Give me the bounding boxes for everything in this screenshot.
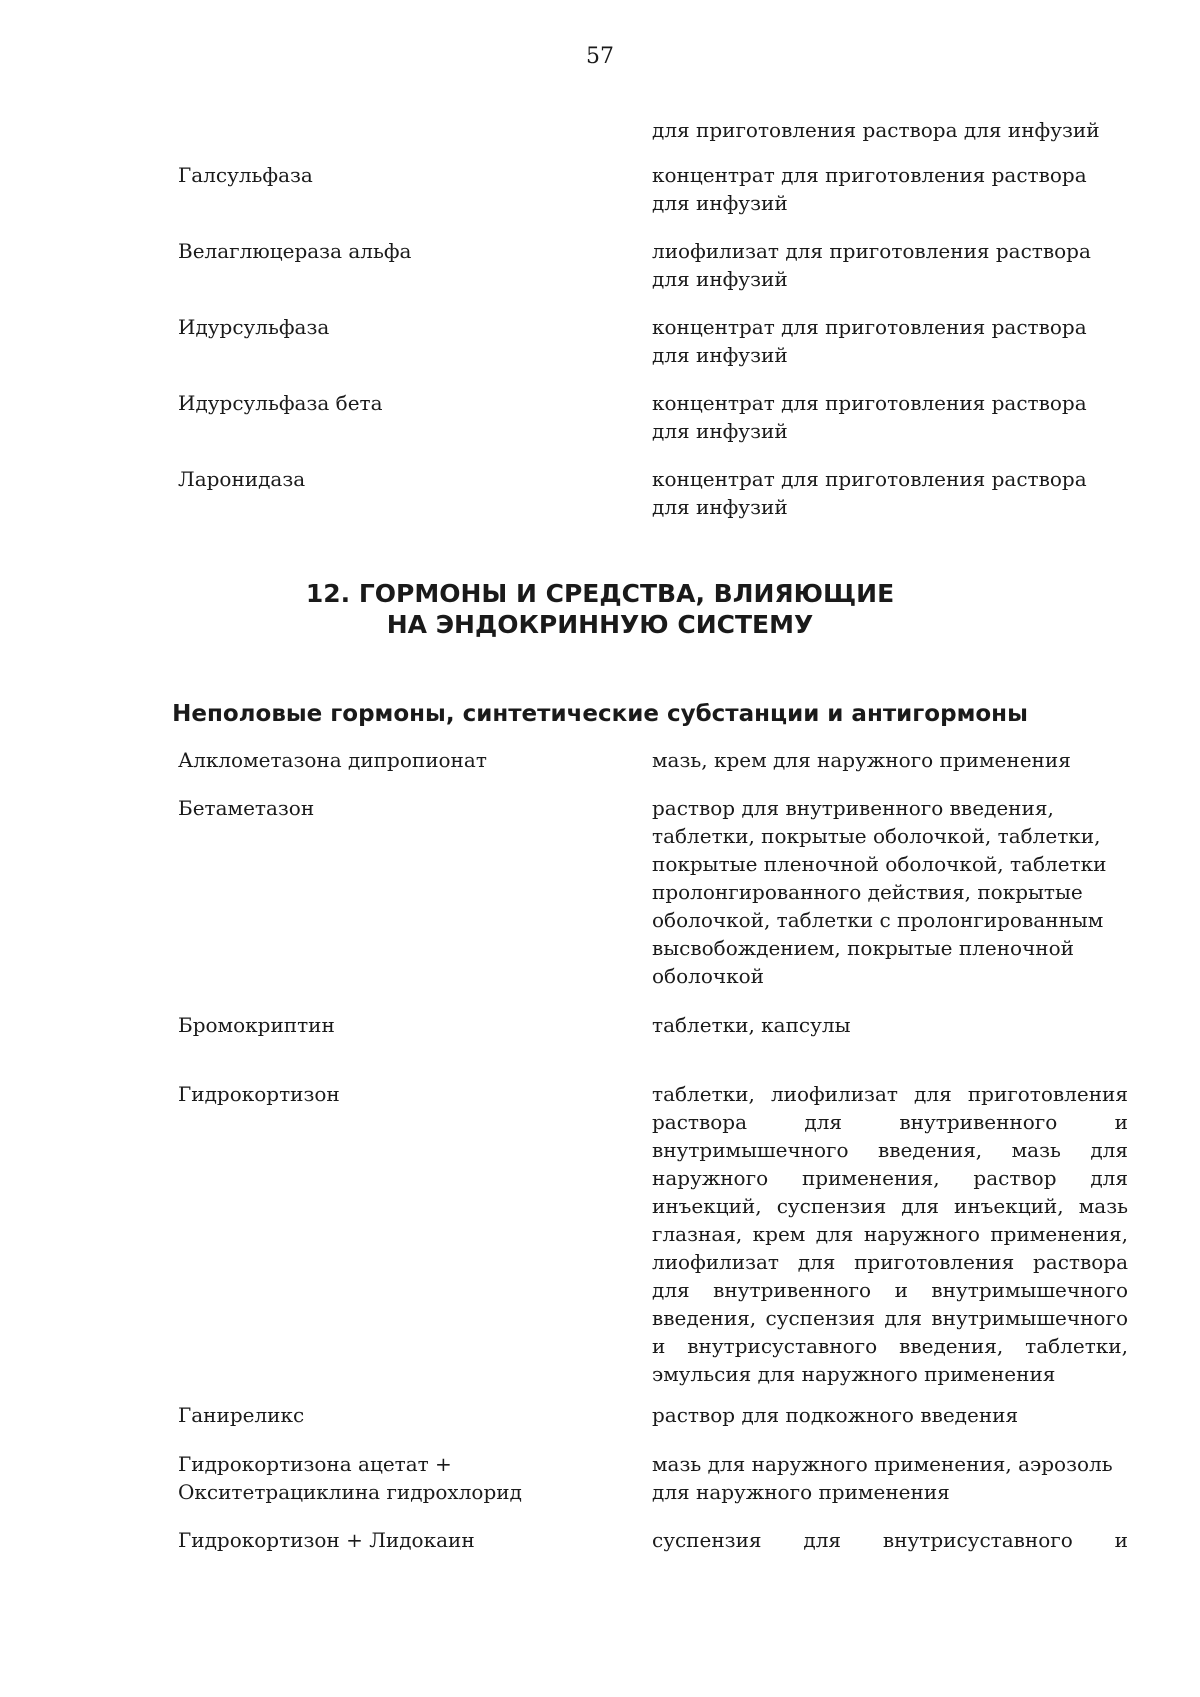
drug-form: раствор для подкожного введения [652, 1403, 1019, 1427]
drug-form: суспензия для внутрисуставного и [652, 1528, 1128, 1552]
drug-name: Идурсульфаза [178, 315, 330, 339]
drug-name: Бромокриптин [178, 1013, 335, 1037]
drug-name: Ларонидаза [178, 467, 306, 491]
drug-name: Гидрокортизона ацетат + Окситетрациклина гидрохлорид [178, 1452, 522, 1504]
drug-form: таблетки, лиофилизат для приготовления раствора для внутривенного и внутримышечного введения, мазь для наружного применения, раствор для инъекций, суспензия для инъекций, мазь глазная, крем для наружного применения, лиофилизат для приготовления раствора для внутривенного и внутримышечного введения, суспензия для внутримышечного и внутрисуставного введения, таблетки, эмульсия для наружного применения [652, 1082, 1128, 1386]
drug-form: концентрат для приготовления раствора для инфузий [652, 391, 1087, 443]
drug-form: мазь для наружного применения, аэрозоль для наружного применения [652, 1452, 1113, 1504]
section-title-line: 12. ГОРМОНЫ И СРЕДСТВА, ВЛИЯЮЩИЕ [305, 579, 895, 608]
drug-name: Бетаметазон [178, 796, 315, 820]
drug-form: раствор для внутривенного введения, таблетки, покрытые оболочкой, таблетки, покрытые пленочной оболочкой, таблетки пролонгированного действия, покрытые оболочкой, таблетки с пролонгированным высвобождением, покрытые пленочной оболочкой [652, 796, 1107, 988]
drug-name: Галсульфаза [178, 163, 313, 187]
drug-name: Ганиреликс [178, 1403, 305, 1427]
drug-name: Гидрокортизон [178, 1082, 340, 1106]
section-title [0, 578, 1200, 640]
drug-name: Алклометазона дипропионат [178, 748, 487, 772]
drug-name: Велаглюцераза альфа [178, 239, 412, 263]
subsection-title: Неполовые гормоны, синтетические субстанции и антигормоны [172, 701, 1028, 727]
drug-form: концентрат для приготовления раствора для инфузий [652, 163, 1087, 215]
drug-form: концентрат для приготовления раствора для инфузий [652, 467, 1087, 519]
drug-form: концентрат для приготовления раствора для инфузий [652, 315, 1087, 367]
page-number: 57 [586, 44, 614, 69]
section-title-line: НА ЭНДОКРИННУЮ СИСТЕМУ [386, 610, 814, 639]
drug-form: лиофилизат для приготовления раствора для инфузий [652, 239, 1091, 291]
drug-name: Гидрокортизон + Лидокаин [178, 1528, 475, 1552]
drug-form: таблетки, капсулы [652, 1013, 851, 1037]
drug-form: для приготовления раствора для инфузий [652, 118, 1100, 142]
drug-form: мазь, крем для наружного применения [652, 748, 1071, 772]
drug-name: Идурсульфаза бета [178, 391, 383, 415]
